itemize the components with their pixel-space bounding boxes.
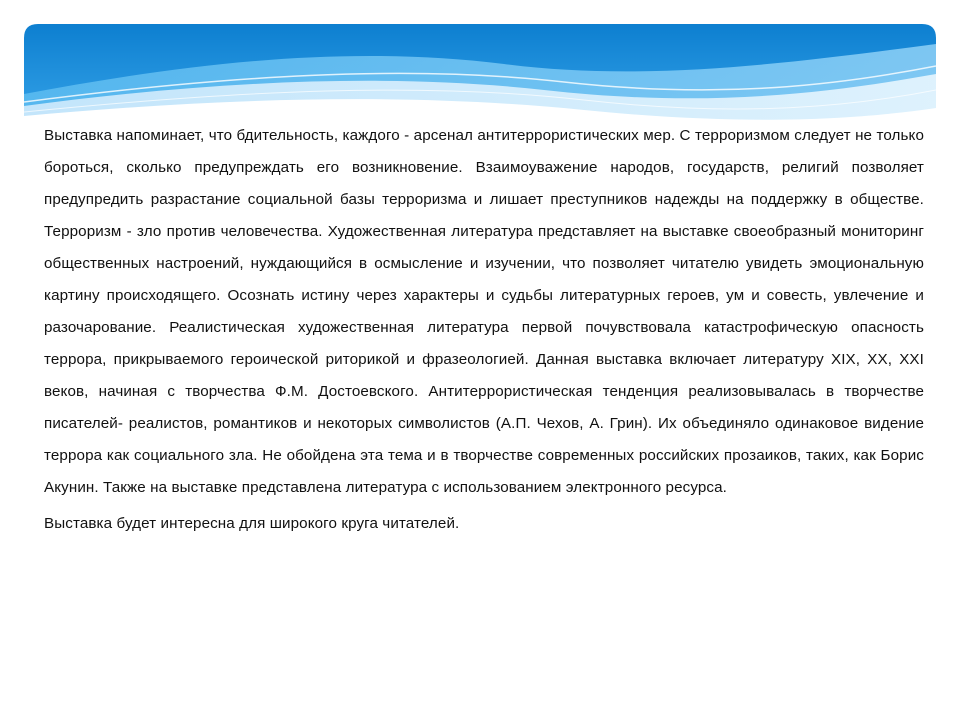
slide-body xyxy=(44,120,924,540)
main-paragraph: Выставка напоминает, что бдительность, каждого - арсенал антитеррористических мер. С терроризмом следует не только бороться, сколько предупреждать его возникновение. Взаимоуважение народов, государств, религий позволяет предупредить разрастание социальной базы терроризма и лишает преступников надежды на поддержку в обществе. Терроризм - зло против человечества. Художественная литература представляет на выставке своеобразный мониторинг общественных настроений, нуждающийся в осмысление и изучении, что позволяет читателю увидеть эмоциональную картину происходящего. Осознать истину через характеры и судьбы литературных героев, ум и совесть, увлечение и разочарование. Реалистическая художественная литература первой почувствовала катастрофическую опасность террора, прикрываемого героической риторикой и фразеологией. Данная выставка включает литературу XIX, XX, XXI веков, начиная с творчества Ф.М. Достоевского. Антитеррористическая тенденция реализовывалась в творчестве писателей- реалистов, романтиков и некоторых символистов (А.П. Чехов, А. Грин). Их объединяло одинаковое видение террора как социального зла. Не обойдена эта тема и в творчестве современных российских прозаиков, таких, как Борис Акунин. Также на выставке представлена литература с использованием электронного ресурса. xyxy=(44,127,924,496)
wave-banner xyxy=(24,24,936,134)
closing-paragraph: Выставка будет интересна для широкого круга читателей. xyxy=(44,515,460,532)
